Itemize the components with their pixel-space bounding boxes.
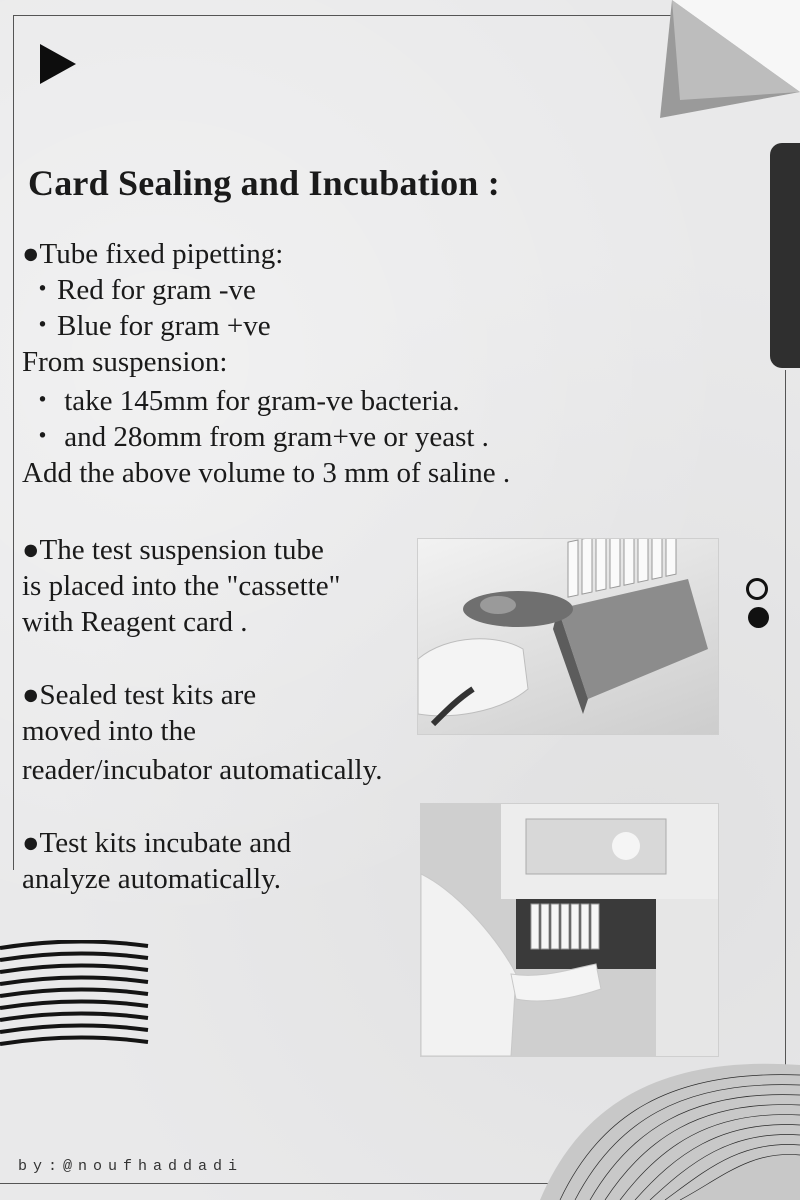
paragraph-line: reader/incubator automatically.	[22, 754, 383, 786]
author-credit: by:@noufhaddadi	[18, 1158, 244, 1175]
list-item: ・Blue for gram +ve	[28, 310, 271, 342]
paragraph-line: analyze automatically.	[22, 863, 281, 895]
volume-instruction: Add the above volume to 3 mm of saline .	[22, 457, 511, 489]
suspension-label: From suspension:	[22, 346, 228, 378]
paragraph-line: moved into the	[22, 715, 196, 747]
paragraph-line: ●Sealed test kits are	[22, 679, 257, 711]
pipetting-heading: ●Tube fixed pipetting:	[22, 238, 284, 270]
play-icon	[40, 44, 76, 84]
decorative-stripes	[0, 940, 150, 1060]
side-tab	[770, 143, 800, 368]
ring-icon	[746, 578, 768, 600]
list-item: ・Red for gram -ve	[28, 274, 256, 306]
paragraph-line: with Reagent card .	[22, 606, 248, 638]
incubator-instrument-photo	[420, 803, 719, 1057]
frame-line-left	[13, 15, 14, 870]
list-item: ・ and 28omm from gram+ve or yeast .	[28, 421, 489, 453]
frame-line-top	[13, 15, 683, 16]
cassette-scanner-photo	[417, 538, 719, 735]
page-corner-fold	[650, 0, 800, 120]
dot-icon	[748, 607, 769, 628]
paragraph-line: ●Test kits incubate and	[22, 827, 292, 859]
list-item: ・ take 145mm for gram-ve bacteria.	[28, 385, 460, 417]
page-title: Card Sealing and Incubation :	[28, 163, 500, 203]
paragraph-line: ●The test suspension tube	[22, 534, 324, 566]
paragraph-line: is placed into the "cassette"	[22, 570, 341, 602]
decorative-swirl	[520, 1045, 800, 1200]
